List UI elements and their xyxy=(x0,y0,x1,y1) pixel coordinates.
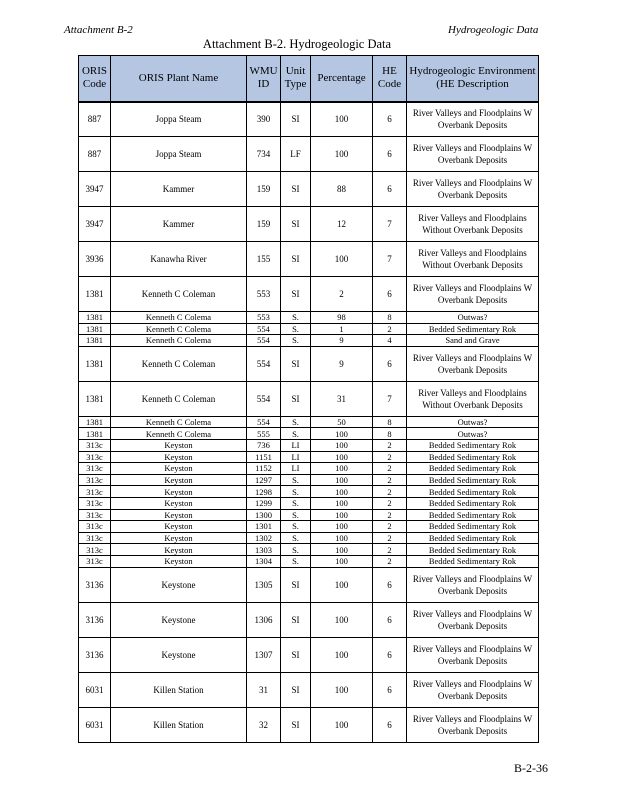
cell-he-description xyxy=(407,312,539,324)
cell-he-description xyxy=(407,544,539,556)
cell-wmu-id: 553 xyxy=(247,277,281,312)
he-description-line: River Valleys and Floodplains W xyxy=(412,352,533,363)
cell-oris-code: 3136 xyxy=(79,567,111,602)
cell-wmu-id: 554 xyxy=(247,346,281,381)
he-description-line: Overbank Deposits xyxy=(437,655,508,666)
he-description-line: River Valleys and Floodplains xyxy=(418,248,527,258)
cell-percentage: 100 xyxy=(311,451,373,463)
cell-oris-code: 3136 xyxy=(79,637,111,672)
cell-wmu-id: 554 xyxy=(247,323,281,335)
cell-percentage: 100 xyxy=(311,555,373,567)
cell-percentage: 100 xyxy=(311,428,373,440)
cell-oris-code: 1381 xyxy=(79,416,111,428)
cell-wmu-id: 31 xyxy=(247,672,281,707)
cell-percentage: 100 xyxy=(311,463,373,475)
page-title: Attachment B-2. Hydrogeologic Data xyxy=(202,37,392,51)
table-row xyxy=(79,567,539,602)
he-description-line: Outwas? xyxy=(457,428,488,439)
he-description-line: River Valleys and Floodplains W xyxy=(412,108,533,119)
cell-oris-code: 1381 xyxy=(79,323,111,335)
he-description-line: Without Overbank Deposits xyxy=(422,399,523,410)
he-description-line: River Valleys and Floodplains W xyxy=(412,178,533,188)
cell-unit-type: S. xyxy=(281,312,311,324)
cell-unit-type: S. xyxy=(281,428,311,440)
cell-oris-code: 1381 xyxy=(79,346,111,381)
cell-oris-code: 313c xyxy=(79,532,111,544)
cell-he-code: 2 xyxy=(373,486,407,498)
he-description-line: Overbank Deposits xyxy=(437,725,508,736)
cell-he-code: 6 xyxy=(373,172,407,207)
cell-plant-name: Kenneth C Colema xyxy=(111,312,247,324)
cell-percentage: 100 xyxy=(311,486,373,498)
cell-oris-code: 1381 xyxy=(79,428,111,440)
cell-plant-name: Kenneth C Coleman xyxy=(111,346,247,381)
table-row xyxy=(79,439,539,451)
cell-percentage: 12 xyxy=(311,207,373,242)
cell-unit-type: S. xyxy=(281,416,311,428)
cell-plant-name: Keystone xyxy=(111,567,247,602)
cell-plant-name: Keyston xyxy=(111,474,247,486)
he-description-line: Outwas? xyxy=(457,417,488,428)
cell-oris-code: 313c xyxy=(79,555,111,567)
cell-oris-code: 1381 xyxy=(79,335,111,347)
cell-oris-code: 887 xyxy=(79,137,111,172)
table-row xyxy=(79,346,539,381)
cell-wmu-id: 32 xyxy=(247,707,281,742)
table-row xyxy=(79,544,539,556)
cell-percentage: 9 xyxy=(311,346,373,381)
col-header-wmu-id: WMU ID xyxy=(247,56,281,102)
cell-wmu-id: 1305 xyxy=(247,567,281,602)
cell-wmu-id: 1302 xyxy=(247,532,281,544)
cell-percentage: 50 xyxy=(311,416,373,428)
cell-percentage: 100 xyxy=(311,637,373,672)
cell-he-code: 2 xyxy=(373,474,407,486)
he-description-line: Overbank Deposits xyxy=(437,120,508,131)
he-description-line: Bedded Sedimentary Rok xyxy=(428,463,517,474)
cell-wmu-id: 1299 xyxy=(247,497,281,509)
cell-he-description xyxy=(407,707,539,742)
cell-oris-code: 887 xyxy=(79,102,111,137)
cell-wmu-id: 1304 xyxy=(247,555,281,567)
hydrogeologic-data-table xyxy=(78,55,539,743)
cell-oris-code: 1381 xyxy=(79,381,111,416)
cell-he-description xyxy=(407,439,539,451)
cell-he-code: 6 xyxy=(373,672,407,707)
cell-he-description xyxy=(407,451,539,463)
cell-oris-code: 313c xyxy=(79,451,111,463)
cell-unit-type: SI xyxy=(281,346,311,381)
cell-plant-name: Kammer xyxy=(111,172,247,207)
cell-he-code: 6 xyxy=(373,102,407,137)
table-row xyxy=(79,672,539,707)
cell-plant-name: Kenneth C Colema xyxy=(111,416,247,428)
he-description-line: River Valleys and Floodplains W xyxy=(412,608,533,619)
table-row xyxy=(79,335,539,347)
he-description-line: Outwas? xyxy=(457,312,488,323)
cell-oris-code: 3947 xyxy=(79,207,111,242)
col-header-plant-name: ORIS Plant Name xyxy=(111,56,247,102)
cell-he-description xyxy=(407,277,539,312)
cell-he-description xyxy=(407,486,539,498)
cell-unit-type: LI xyxy=(281,451,311,463)
cell-he-description xyxy=(407,521,539,533)
cell-he-code: 6 xyxy=(373,137,407,172)
cell-percentage: 2 xyxy=(311,277,373,312)
cell-he-code: 2 xyxy=(373,463,407,475)
cell-plant-name: Kammer xyxy=(111,207,247,242)
cell-he-code: 2 xyxy=(373,521,407,533)
cell-unit-type: SI xyxy=(281,602,311,637)
he-description-line: Bedded Sedimentary Rok xyxy=(428,521,517,532)
cell-plant-name: Joppa Steam xyxy=(111,137,247,172)
cell-wmu-id: 555 xyxy=(247,428,281,440)
cell-oris-code: 313c xyxy=(79,509,111,521)
he-description-line: River Valleys and Floodplains W xyxy=(412,678,533,689)
cell-unit-type: S. xyxy=(281,474,311,486)
cell-wmu-id: 1301 xyxy=(247,521,281,533)
cell-he-code: 2 xyxy=(373,544,407,556)
cell-percentage: 31 xyxy=(311,381,373,416)
cell-percentage: 100 xyxy=(311,707,373,742)
cell-he-description xyxy=(407,428,539,440)
cell-unit-type: S. xyxy=(281,486,311,498)
cell-plant-name: Killen Station xyxy=(111,672,247,707)
he-description-line: River Valleys and Floodplains W xyxy=(412,573,533,584)
cell-he-description xyxy=(407,416,539,428)
table-row xyxy=(79,102,539,137)
cell-plant-name: Keystone xyxy=(111,602,247,637)
he-description-line: Sand and Grave xyxy=(445,335,500,346)
cell-oris-code: 3136 xyxy=(79,602,111,637)
cell-percentage: 100 xyxy=(311,497,373,509)
cell-plant-name: Keyston xyxy=(111,486,247,498)
cell-wmu-id: 554 xyxy=(247,381,281,416)
table-row xyxy=(79,555,539,567)
cell-percentage: 100 xyxy=(311,439,373,451)
cell-unit-type: S. xyxy=(281,555,311,567)
cell-unit-type: S. xyxy=(281,509,311,521)
cell-oris-code: 313c xyxy=(79,544,111,556)
cell-he-description xyxy=(407,172,539,207)
cell-percentage: 100 xyxy=(311,602,373,637)
cell-unit-type: SI xyxy=(281,567,311,602)
cell-he-description xyxy=(407,637,539,672)
cell-plant-name: Keyston xyxy=(111,439,247,451)
cell-wmu-id: 159 xyxy=(247,172,281,207)
he-description-line: Overbank Deposits xyxy=(437,190,508,200)
cell-plant-name: Kenneth C Coleman xyxy=(111,277,247,312)
cell-he-code: 2 xyxy=(373,532,407,544)
cell-percentage: 88 xyxy=(311,172,373,207)
cell-he-code: 6 xyxy=(373,567,407,602)
cell-oris-code: 313c xyxy=(79,439,111,451)
table-row xyxy=(79,497,539,509)
col-header-he-code: HE Code xyxy=(373,56,407,102)
cell-unit-type: SI xyxy=(281,637,311,672)
he-description-line: Bedded Sedimentary Rok xyxy=(428,509,517,520)
cell-he-code: 6 xyxy=(373,346,407,381)
table-row xyxy=(79,602,539,637)
cell-unit-type: S. xyxy=(281,335,311,347)
cell-unit-type: SI xyxy=(281,102,311,137)
cell-wmu-id: 1297 xyxy=(247,474,281,486)
cell-he-code: 2 xyxy=(373,555,407,567)
table-row xyxy=(79,323,539,335)
cell-plant-name: Kenneth C Colema xyxy=(111,428,247,440)
cell-oris-code: 3947 xyxy=(79,172,111,207)
he-description-line: River Valleys and Floodplains W xyxy=(412,643,533,654)
table-row xyxy=(79,416,539,428)
cell-plant-name: Kenneth C Colema xyxy=(111,323,247,335)
cell-wmu-id: 553 xyxy=(247,312,281,324)
cell-wmu-id: 1303 xyxy=(247,544,281,556)
cell-oris-code: 1381 xyxy=(79,312,111,324)
cell-percentage: 1 xyxy=(311,323,373,335)
cell-he-code: 2 xyxy=(373,439,407,451)
cell-percentage: 100 xyxy=(311,672,373,707)
cell-unit-type: SI xyxy=(281,381,311,416)
running-header-right: Hydrogeologic Data xyxy=(448,24,539,36)
cell-he-description xyxy=(407,672,539,707)
he-description-line: Overbank Deposits xyxy=(437,585,508,596)
cell-unit-type: S. xyxy=(281,497,311,509)
he-description-line: Bedded Sedimentary Rok xyxy=(428,498,517,509)
cell-plant-name: Keyston xyxy=(111,555,247,567)
he-description-line: Overbank Deposits xyxy=(437,155,508,165)
cell-unit-type: SI xyxy=(281,707,311,742)
cell-wmu-id: 1298 xyxy=(247,486,281,498)
cell-he-description xyxy=(407,323,539,335)
cell-he-code: 7 xyxy=(373,207,407,242)
cell-wmu-id: 155 xyxy=(247,242,281,277)
he-description-line: Overbank Deposits xyxy=(437,620,508,631)
cell-oris-code: 3936 xyxy=(79,242,111,277)
cell-he-description xyxy=(407,532,539,544)
table-row xyxy=(79,463,539,475)
cell-unit-type: SI xyxy=(281,672,311,707)
cell-plant-name: Keyston xyxy=(111,509,247,521)
cell-he-description xyxy=(407,346,539,381)
he-description-line: Bedded Sedimentary Rok xyxy=(428,544,517,555)
he-description-line: River Valleys and Floodplains xyxy=(418,213,527,223)
cell-wmu-id: 736 xyxy=(247,439,281,451)
table-row xyxy=(79,707,539,742)
cell-percentage: 100 xyxy=(311,474,373,486)
table-row xyxy=(79,532,539,544)
cell-percentage: 100 xyxy=(311,102,373,137)
he-description-line: Bedded Sedimentary Rok xyxy=(428,486,517,497)
cell-oris-code: 6031 xyxy=(79,707,111,742)
table-row xyxy=(79,207,539,242)
cell-plant-name: Killen Station xyxy=(111,707,247,742)
table-row xyxy=(79,137,539,172)
he-description-line: Bedded Sedimentary Rok xyxy=(428,533,517,544)
page-number: B-2-36 xyxy=(514,761,548,775)
table-row xyxy=(79,242,539,277)
table-row xyxy=(79,172,539,207)
col-header-unit-type: Unit Type xyxy=(281,56,311,102)
cell-unit-type: S. xyxy=(281,544,311,556)
cell-plant-name: Joppa Steam xyxy=(111,102,247,137)
cell-oris-code: 313c xyxy=(79,497,111,509)
he-description-line: River Valleys and Floodplains W xyxy=(412,283,533,293)
cell-he-code: 8 xyxy=(373,416,407,428)
cell-percentage: 98 xyxy=(311,312,373,324)
cell-wmu-id: 1306 xyxy=(247,602,281,637)
cell-oris-code: 6031 xyxy=(79,672,111,707)
he-description-line: Without Overbank Deposits xyxy=(422,225,523,235)
cell-he-code: 6 xyxy=(373,602,407,637)
cell-plant-name: Keyston xyxy=(111,544,247,556)
cell-he-code: 2 xyxy=(373,509,407,521)
cell-he-code: 2 xyxy=(373,497,407,509)
cell-percentage: 100 xyxy=(311,532,373,544)
cell-he-code: 8 xyxy=(373,312,407,324)
cell-he-description xyxy=(407,567,539,602)
he-description-line: Bedded Sedimentary Rok xyxy=(428,451,517,462)
cell-unit-type: LI xyxy=(281,439,311,451)
cell-he-code: 2 xyxy=(373,451,407,463)
cell-he-code: 2 xyxy=(373,323,407,335)
cell-he-code: 4 xyxy=(373,335,407,347)
he-description-line: Bedded Sedimentary Rok xyxy=(428,475,517,486)
table-row xyxy=(79,381,539,416)
cell-he-description xyxy=(407,602,539,637)
cell-percentage: 100 xyxy=(311,242,373,277)
cell-unit-type: LF xyxy=(281,137,311,172)
col-header-he-description: Hydrogeologic Environment (HE Description xyxy=(407,56,539,102)
cell-plant-name: Keyston xyxy=(111,532,247,544)
cell-oris-code: 313c xyxy=(79,463,111,475)
table-row xyxy=(79,637,539,672)
cell-plant-name: Keyston xyxy=(111,497,247,509)
he-description-line: Bedded Sedimentary Rok xyxy=(428,323,517,334)
cell-percentage: 100 xyxy=(311,521,373,533)
cell-he-description xyxy=(407,381,539,416)
cell-unit-type: LI xyxy=(281,463,311,475)
cell-unit-type: S. xyxy=(281,521,311,533)
cell-he-description xyxy=(407,137,539,172)
cell-plant-name: Kanawha River xyxy=(111,242,247,277)
he-description-line: Bedded Sedimentary Rok xyxy=(428,440,517,451)
col-header-percentage: Percentage xyxy=(311,56,373,102)
col-header-oris-code: ORIS Code xyxy=(79,56,111,102)
cell-wmu-id: 554 xyxy=(247,416,281,428)
cell-he-description xyxy=(407,497,539,509)
cell-he-code: 7 xyxy=(373,242,407,277)
cell-unit-type: SI xyxy=(281,277,311,312)
cell-unit-type: S. xyxy=(281,532,311,544)
cell-he-code: 7 xyxy=(373,381,407,416)
cell-wmu-id: 1152 xyxy=(247,463,281,475)
cell-he-code: 6 xyxy=(373,277,407,312)
table-row xyxy=(79,509,539,521)
he-description-line: Overbank Deposits xyxy=(437,364,508,375)
cell-oris-code: 313c xyxy=(79,474,111,486)
he-description-line: River Valleys and Floodplains W xyxy=(412,713,533,724)
he-description-line: Bedded Sedimentary Rok xyxy=(428,556,517,567)
cell-unit-type: S. xyxy=(281,323,311,335)
cell-plant-name: Keystone xyxy=(111,637,247,672)
cell-unit-type: SI xyxy=(281,172,311,207)
table-row xyxy=(79,277,539,312)
he-description-line: Overbank Deposits xyxy=(437,690,508,701)
cell-plant-name: Keyston xyxy=(111,521,247,533)
cell-percentage: 9 xyxy=(311,335,373,347)
cell-plant-name: Kenneth C Coleman xyxy=(111,381,247,416)
cell-oris-code: 313c xyxy=(79,486,111,498)
cell-he-code: 6 xyxy=(373,707,407,742)
cell-wmu-id: 1307 xyxy=(247,637,281,672)
cell-he-description xyxy=(407,242,539,277)
cell-percentage: 100 xyxy=(311,137,373,172)
table-row xyxy=(79,521,539,533)
cell-oris-code: 313c xyxy=(79,521,111,533)
cell-he-description xyxy=(407,207,539,242)
cell-unit-type: SI xyxy=(281,242,311,277)
cell-he-description xyxy=(407,335,539,347)
cell-wmu-id: 1151 xyxy=(247,451,281,463)
cell-wmu-id: 554 xyxy=(247,335,281,347)
cell-he-description xyxy=(407,555,539,567)
cell-plant-name: Kenneth C Colema xyxy=(111,335,247,347)
cell-he-description xyxy=(407,102,539,137)
cell-he-description xyxy=(407,509,539,521)
cell-percentage: 100 xyxy=(311,509,373,521)
cell-wmu-id: 734 xyxy=(247,137,281,172)
cell-wmu-id: 159 xyxy=(247,207,281,242)
he-description-line: Without Overbank Deposits xyxy=(422,260,523,270)
cell-he-code: 8 xyxy=(373,428,407,440)
cell-percentage: 100 xyxy=(311,567,373,602)
cell-wmu-id: 1300 xyxy=(247,509,281,521)
he-description-line: River Valleys and Floodplains xyxy=(418,387,527,398)
table-row xyxy=(79,428,539,440)
cell-wmu-id: 390 xyxy=(247,102,281,137)
cell-oris-code: 1381 xyxy=(79,277,111,312)
table-row xyxy=(79,451,539,463)
cell-he-description xyxy=(407,474,539,486)
cell-unit-type: SI xyxy=(281,207,311,242)
cell-plant-name: Keyston xyxy=(111,463,247,475)
cell-he-code: 6 xyxy=(373,637,407,672)
table-row xyxy=(79,486,539,498)
he-description-line: River Valleys and Floodplains W xyxy=(412,143,533,153)
running-header-left: Attachment B-2 xyxy=(64,24,133,36)
table-row xyxy=(79,474,539,486)
he-description-line: Overbank Deposits xyxy=(437,295,508,305)
cell-he-description xyxy=(407,463,539,475)
cell-percentage: 100 xyxy=(311,544,373,556)
table-row xyxy=(79,312,539,324)
table-header-row xyxy=(79,56,539,102)
cell-plant-name: Keyston xyxy=(111,451,247,463)
